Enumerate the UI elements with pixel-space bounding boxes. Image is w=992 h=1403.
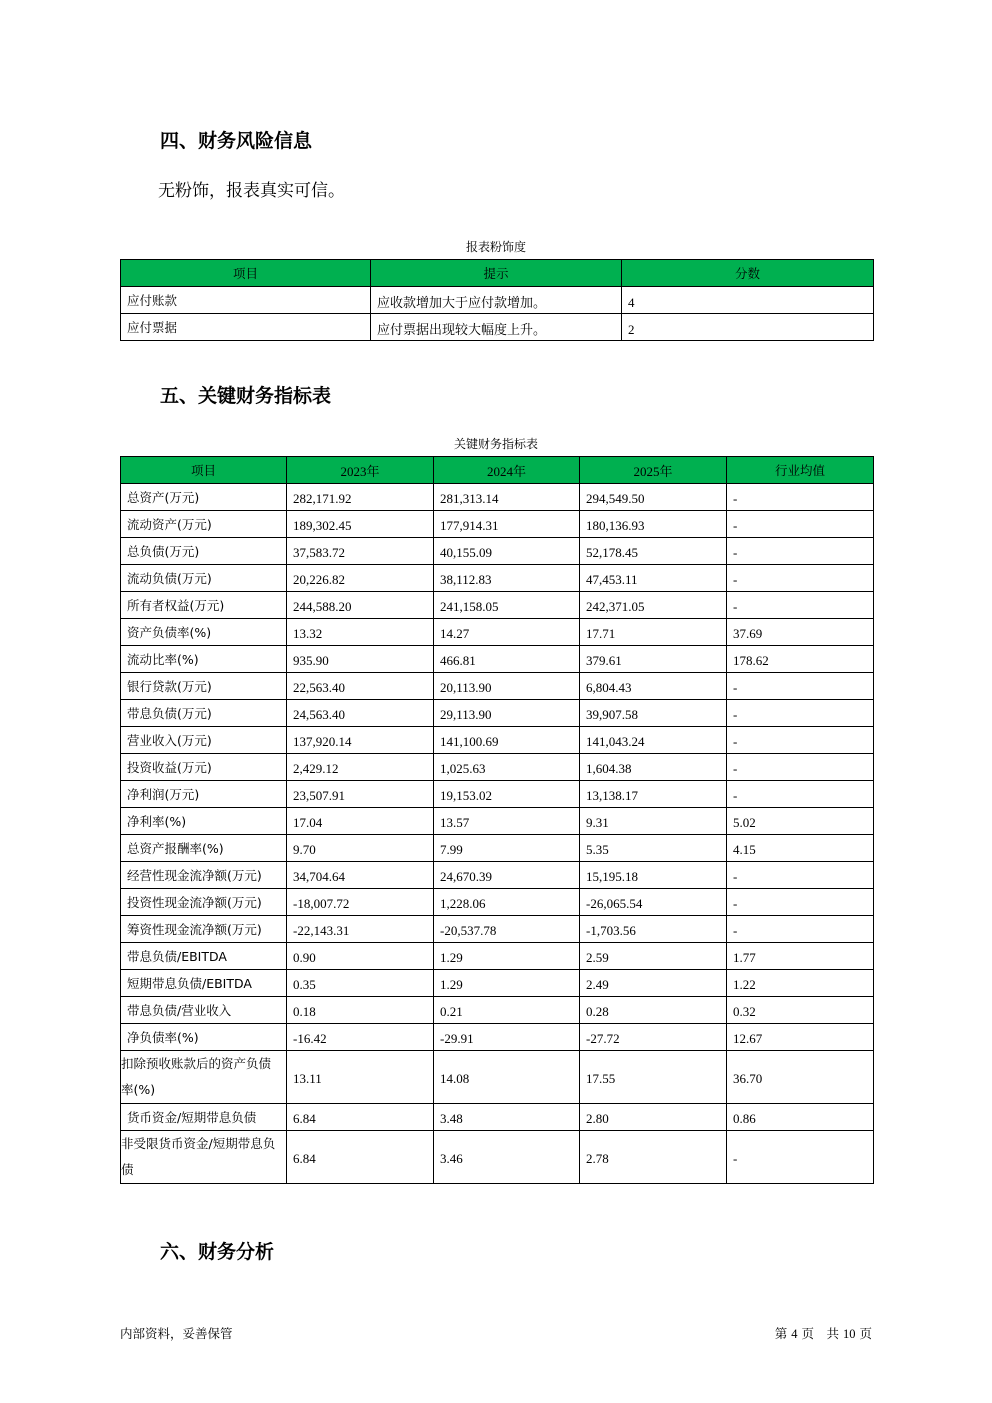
row-label-cell: 货币资金/短期带息负债 bbox=[121, 1104, 287, 1131]
value-cell: 17.71 bbox=[580, 619, 727, 646]
value-cell: 0.86 bbox=[727, 1104, 874, 1131]
value-cell: 40,155.09 bbox=[434, 538, 580, 565]
value-cell: - bbox=[727, 592, 874, 619]
value-cell: 1.29 bbox=[434, 943, 580, 970]
value-cell: 6.84 bbox=[287, 1131, 434, 1184]
value-cell: 52,178.45 bbox=[580, 538, 727, 565]
row-label-cell: 投资性现金流净额(万元) bbox=[121, 889, 287, 916]
table-row bbox=[121, 808, 874, 835]
value-cell: - bbox=[727, 673, 874, 700]
column-header: 项目 bbox=[121, 260, 371, 287]
table-row bbox=[121, 314, 874, 341]
table-row bbox=[121, 835, 874, 862]
value-cell: 5.35 bbox=[580, 835, 727, 862]
row-label-cell: 银行贷款(万元) bbox=[121, 673, 287, 700]
footer-page-number: 第 4 页 共 10 页 bbox=[774, 1326, 872, 1341]
value-cell: 0.21 bbox=[434, 997, 580, 1024]
row-label-cell: 营业收入(万元) bbox=[121, 727, 287, 754]
value-cell: 14.08 bbox=[434, 1051, 580, 1104]
value-cell: 189,302.45 bbox=[287, 511, 434, 538]
value-cell: - bbox=[727, 889, 874, 916]
table-row bbox=[121, 781, 874, 808]
table-row bbox=[121, 997, 874, 1024]
table-row bbox=[121, 862, 874, 889]
row-label-cell: 流动负债(万元) bbox=[121, 565, 287, 592]
row-label-cell: 净负债率(%) bbox=[121, 1024, 287, 1051]
section-heading-analysis: 六、财务分析 bbox=[160, 1241, 275, 1263]
value-cell: 178.62 bbox=[727, 646, 874, 673]
table-row bbox=[121, 646, 874, 673]
value-cell: -29.91 bbox=[434, 1024, 580, 1051]
value-cell: 9.70 bbox=[287, 835, 434, 862]
value-cell: 1.29 bbox=[434, 970, 580, 997]
value-cell: 0.18 bbox=[287, 997, 434, 1024]
value-cell: 177,914.31 bbox=[434, 511, 580, 538]
value-cell: 4.15 bbox=[727, 835, 874, 862]
table-row bbox=[121, 754, 874, 781]
value-cell: 23,507.91 bbox=[287, 781, 434, 808]
value-cell: 282,171.92 bbox=[287, 484, 434, 511]
value-cell: 13.11 bbox=[287, 1051, 434, 1104]
value-cell: 17.55 bbox=[580, 1051, 727, 1104]
table-row bbox=[121, 943, 874, 970]
column-header: 分数 bbox=[622, 260, 874, 287]
value-cell: - bbox=[727, 700, 874, 727]
value-cell: 5.02 bbox=[727, 808, 874, 835]
row-label-cell: 净利润(万元) bbox=[121, 781, 287, 808]
value-cell: - bbox=[727, 538, 874, 565]
value-cell: 13.32 bbox=[287, 619, 434, 646]
value-cell: 241,158.05 bbox=[434, 592, 580, 619]
row-label-cell: 带息负债/EBITDA bbox=[121, 943, 287, 970]
row-label-cell: 应付票据 bbox=[121, 314, 371, 341]
row-label-cell: 短期带息负债/EBITDA bbox=[121, 970, 287, 997]
row-label-cell: 总资产(万元) bbox=[121, 484, 287, 511]
value-cell: - bbox=[727, 862, 874, 889]
value-cell: -18,007.72 bbox=[287, 889, 434, 916]
table-row bbox=[121, 1104, 874, 1131]
value-cell: -27.72 bbox=[580, 1024, 727, 1051]
risk-summary-text: 无粉饰，报表真实可信。 bbox=[158, 181, 345, 201]
value-cell: 24,670.39 bbox=[434, 862, 580, 889]
value-cell: - bbox=[727, 916, 874, 943]
row-label-cell: 总资产报酬率(%) bbox=[121, 835, 287, 862]
value-cell: 0.90 bbox=[287, 943, 434, 970]
table-row bbox=[121, 484, 874, 511]
value-cell: 1,228.06 bbox=[434, 889, 580, 916]
row-label-cell: 投资收益(万元) bbox=[121, 754, 287, 781]
whitewash-table bbox=[120, 259, 874, 341]
value-cell: 38,112.83 bbox=[434, 565, 580, 592]
value-cell: 0.35 bbox=[287, 970, 434, 997]
table-row bbox=[121, 1131, 874, 1184]
value-cell: 242,371.05 bbox=[580, 592, 727, 619]
row-label-cell: 净利率(%) bbox=[121, 808, 287, 835]
value-cell: 935.90 bbox=[287, 646, 434, 673]
column-header: 2024年 bbox=[434, 457, 580, 484]
value-cell: 0.32 bbox=[727, 997, 874, 1024]
value-cell: 17.04 bbox=[287, 808, 434, 835]
value-cell: - bbox=[727, 781, 874, 808]
row-label-cell: 资产负债率(%) bbox=[121, 619, 287, 646]
row-label-cell: 带息负债/营业收入 bbox=[121, 997, 287, 1024]
table-row bbox=[121, 700, 874, 727]
value-cell: 137,920.14 bbox=[287, 727, 434, 754]
value-cell: 4 bbox=[622, 287, 874, 314]
value-cell: 20,113.90 bbox=[434, 673, 580, 700]
value-cell: 13.57 bbox=[434, 808, 580, 835]
value-cell: 13,138.17 bbox=[580, 781, 727, 808]
row-label-cell: 所有者权益(万元) bbox=[121, 592, 287, 619]
value-cell: 2,429.12 bbox=[287, 754, 434, 781]
value-cell: 2.78 bbox=[580, 1131, 727, 1184]
value-cell: -20,537.78 bbox=[434, 916, 580, 943]
value-cell: -26,065.54 bbox=[580, 889, 727, 916]
table-row bbox=[121, 916, 874, 943]
table-row bbox=[121, 538, 874, 565]
table-row bbox=[121, 511, 874, 538]
value-cell: 37,583.72 bbox=[287, 538, 434, 565]
value-cell: - bbox=[727, 511, 874, 538]
value-cell: 2.59 bbox=[580, 943, 727, 970]
value-cell: 6,804.43 bbox=[580, 673, 727, 700]
table-row bbox=[121, 889, 874, 916]
value-cell: 19,153.02 bbox=[434, 781, 580, 808]
column-header: 项目 bbox=[121, 457, 287, 484]
value-cell: 2.80 bbox=[580, 1104, 727, 1131]
value-cell: - bbox=[727, 727, 874, 754]
table-row bbox=[121, 287, 874, 314]
value-cell: 应付票据出现较大幅度上升。 bbox=[371, 314, 622, 341]
value-cell: 1.77 bbox=[727, 943, 874, 970]
value-cell: - bbox=[727, 565, 874, 592]
column-header: 提示 bbox=[371, 260, 622, 287]
value-cell: -22,143.31 bbox=[287, 916, 434, 943]
table-row bbox=[121, 673, 874, 700]
table-row bbox=[121, 727, 874, 754]
row-label-cell: 流动比率(%) bbox=[121, 646, 287, 673]
value-cell: 29,113.90 bbox=[434, 700, 580, 727]
column-header: 2025年 bbox=[580, 457, 727, 484]
value-cell: 281,313.14 bbox=[434, 484, 580, 511]
value-cell: 22,563.40 bbox=[287, 673, 434, 700]
value-cell: 34,704.64 bbox=[287, 862, 434, 889]
value-cell: 2 bbox=[622, 314, 874, 341]
table-row bbox=[121, 1024, 874, 1051]
value-cell: 379.61 bbox=[580, 646, 727, 673]
value-cell: 9.31 bbox=[580, 808, 727, 835]
row-label-cell: 应付账款 bbox=[121, 287, 371, 314]
value-cell: 0.28 bbox=[580, 997, 727, 1024]
row-label-cell: 带息负债(万元) bbox=[121, 700, 287, 727]
value-cell: - bbox=[727, 484, 874, 511]
value-cell: 3.48 bbox=[434, 1104, 580, 1131]
value-cell: 1.22 bbox=[727, 970, 874, 997]
value-cell: 6.84 bbox=[287, 1104, 434, 1131]
section-heading-indicators: 五、关键财务指标表 bbox=[160, 385, 332, 407]
table-row bbox=[121, 592, 874, 619]
value-cell: 37.69 bbox=[727, 619, 874, 646]
row-label-cell: 非受限货币资金/短期带息负债 bbox=[121, 1131, 287, 1184]
footer-confidential-note: 内部资料，妥善保管 bbox=[120, 1326, 233, 1341]
value-cell: 14.27 bbox=[434, 619, 580, 646]
value-cell: - bbox=[727, 754, 874, 781]
value-cell: - bbox=[727, 1131, 874, 1184]
value-cell: 应收款增加大于应付款增加。 bbox=[371, 287, 622, 314]
value-cell: 466.81 bbox=[434, 646, 580, 673]
row-label-cell: 筹资性现金流净额(万元) bbox=[121, 916, 287, 943]
column-header: 2023年 bbox=[287, 457, 434, 484]
row-label-cell: 总负债(万元) bbox=[121, 538, 287, 565]
table-row bbox=[121, 1051, 874, 1104]
value-cell: 2.49 bbox=[580, 970, 727, 997]
value-cell: 294,549.50 bbox=[580, 484, 727, 511]
table-caption-whitewash: 报表粉饰度 bbox=[465, 240, 526, 254]
row-label-cell: 流动资产(万元) bbox=[121, 511, 287, 538]
section-heading-risk: 四、财务风险信息 bbox=[160, 130, 313, 152]
value-cell: 12.67 bbox=[727, 1024, 874, 1051]
value-cell: 24,563.40 bbox=[287, 700, 434, 727]
table-row bbox=[121, 970, 874, 997]
value-cell: -16.42 bbox=[287, 1024, 434, 1051]
indicators-table bbox=[120, 456, 874, 1184]
value-cell: 1,604.38 bbox=[580, 754, 727, 781]
value-cell: -1,703.56 bbox=[580, 916, 727, 943]
value-cell: 141,043.24 bbox=[580, 727, 727, 754]
value-cell: 47,453.11 bbox=[580, 565, 727, 592]
value-cell: 141,100.69 bbox=[434, 727, 580, 754]
value-cell: 7.99 bbox=[434, 835, 580, 862]
table-row bbox=[121, 565, 874, 592]
value-cell: 3.46 bbox=[434, 1131, 580, 1184]
value-cell: 15,195.18 bbox=[580, 862, 727, 889]
value-cell: 20,226.82 bbox=[287, 565, 434, 592]
row-label-cell: 经营性现金流净额(万元) bbox=[121, 862, 287, 889]
value-cell: 39,907.58 bbox=[580, 700, 727, 727]
row-label-cell: 扣除预收账款后的资产负债率(%) bbox=[121, 1051, 287, 1104]
table-row bbox=[121, 619, 874, 646]
table-caption-indicators: 关键财务指标表 bbox=[453, 437, 538, 451]
value-cell: 1,025.63 bbox=[434, 754, 580, 781]
value-cell: 244,588.20 bbox=[287, 592, 434, 619]
value-cell: 36.70 bbox=[727, 1051, 874, 1104]
column-header: 行业均值 bbox=[727, 457, 874, 484]
value-cell: 180,136.93 bbox=[580, 511, 727, 538]
